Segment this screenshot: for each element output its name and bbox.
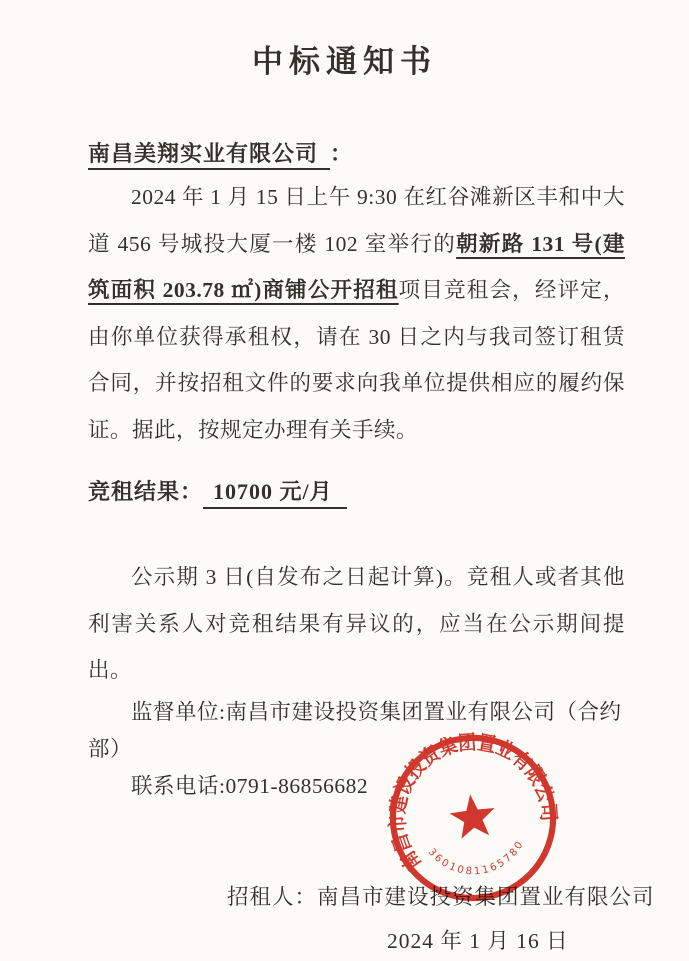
- recipient-line: [88, 137, 625, 168]
- body-text-after: 项目竞租会，经评定，由你单位获得承租权，请在 30 日之内与我司签订租赁合同，并按招租文件的要求向我单位提供相应的履约保证。据此，按规定办理有关手续。: [88, 278, 625, 442]
- body-text-before: 2024 年 1 月 15 日上午 9:30 在红谷滩新区丰和中大道 456 号城投大厦一楼 102 室举行的: [88, 185, 625, 256]
- seal-company-arc-text: 南昌市建设投资集团置业有限公司: [386, 731, 560, 874]
- public-notice-paragraph: 公示期 3 日(自发布之日起计算)。竞租人或者其他利害关系人对竞租结果有异议的，应当在公示期间提出。: [88, 565, 625, 682]
- supervisor-line: 监督单位:南昌市建设投资集团置业有限公司（合约部）: [88, 699, 622, 761]
- recipient-company-name: 南昌美翔实业有限公司: [88, 141, 330, 170]
- scanned-document-page: [0, 36, 689, 953]
- bid-result-line: [88, 475, 625, 506]
- bid-result-value: 10700 元/月: [203, 479, 347, 509]
- recipient-colon: ：: [330, 141, 354, 166]
- phone-line: 联系电话:0791-86856682: [131, 773, 369, 798]
- bid-result-label: 竞租结果：: [88, 479, 204, 504]
- body-paragraph: [88, 174, 625, 453]
- project-name-underlined: 朝新路 131 号(建筑面积 203.78 ㎡)商铺公开招租: [88, 231, 625, 302]
- lessor-signature-line: 招租人：南昌市建设投资集团置业有限公司: [227, 884, 655, 909]
- seal-serial-text: 3601081165780: [425, 840, 526, 878]
- document-title: 中标通知书: [252, 44, 437, 79]
- date-line: 2024 年 1 月 16 日: [387, 928, 569, 953]
